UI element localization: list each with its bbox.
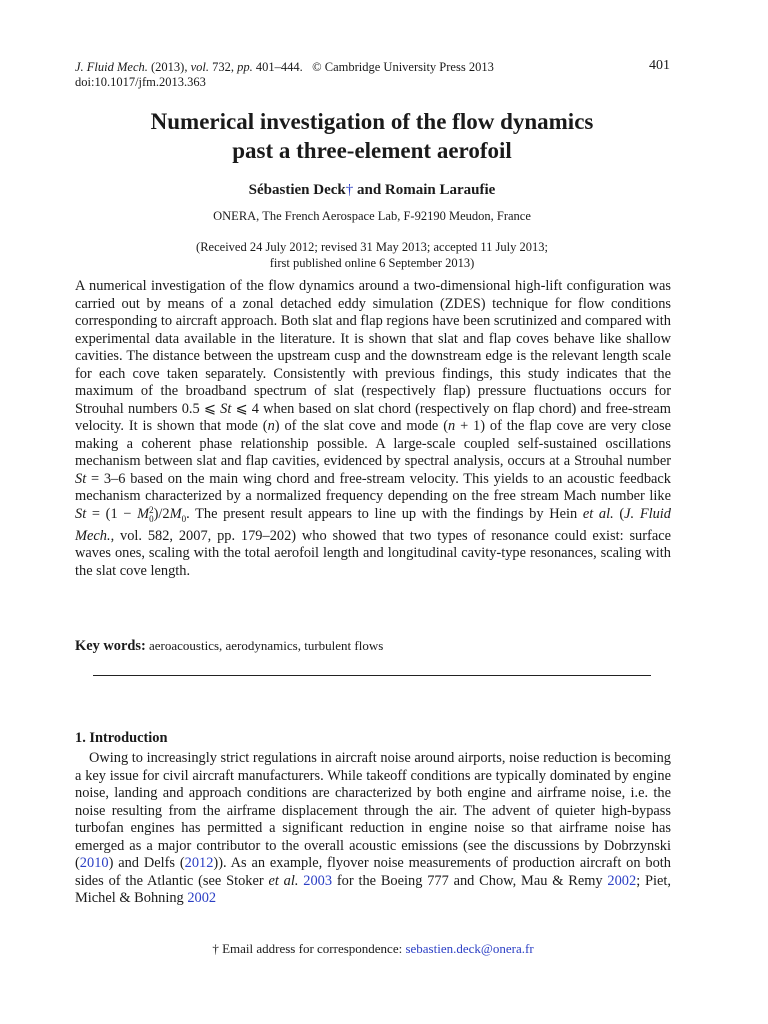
section-heading-introduction: 1. Introduction	[75, 730, 168, 746]
email-link[interactable]: sebastien.deck@onera.fr	[405, 941, 534, 956]
authors: Sébastien Deck† and Romain Laraufie	[248, 182, 496, 198]
doi: doi:10.1017/jfm.2013.363	[75, 75, 206, 89]
correspondence-footnote: † Email address for correspondence: sebastien.deck@onera.fr	[212, 941, 534, 956]
copyright: © Cambridge University Press 2013	[312, 60, 494, 74]
abstract: A numerical investigation of the flow dynamics around a two-dimensional high-lift configuration was carried out by means of a zonal detached eddy simulation (ZDES) technique for flow conditions corresponding to aircraft approach. Both slat and flap regions have been scrutinized and compared with experimental data available in the literature. It is shown that slat and flap coves behave like shallow cavities. The distance between the upstream cusp and the downstream edge is the relevant length scale for each cove taken separately. Consistently with previous findings, this study indicates that the maximum of the broadband spectrum of slat (respectively flap) pressure fluctuations occurs for Strouhal numbers 0.5 ⩽ St ⩽ 4 when based on slat chord (respectively on flap chord) and free-stream velocity. It is shown that mode (n) of the slat cove and mode (n + 1) of the flap cove are very close making a coherent phase relationship possible. A large-scale coupled self-sustained oscillations mechanism between slat and flap cavities, evidenced by spectral analysis, occurs at a Strouhal number St = 3–6 based on the main wing chord and free-stream velocity. This yields to an acoustic feedback mechanism characterized by a normalized frequency depending on the free stream Mach number like St = (1 − M 2 0 )$/2M_0$. The present result appears to line up with the findings by Hein et al. (J. Fluid Mech., vol. 582, 2007, pp. 179–202) who showed that two types of resonance could exist: surface waves ones, scaling with the total aerofoil length and longitudinal cavity-type resonances, scaling with the slat cove length.	[75, 278, 672, 579]
page-number: 401	[649, 58, 670, 73]
section-divider	[93, 675, 651, 676]
keywords-label: Key words:	[75, 638, 146, 654]
journal-header	[75, 60, 675, 90]
citation-link[interactable]: 2010	[79, 855, 109, 871]
affiliation: ONERA, The French Aerospace Lab, F-92190 Meudon, France	[213, 209, 531, 223]
received-dates: (Received 24 July 2012; revised 31 May 2013; accepted 11 July 2013; first published online 6 September 2013)	[196, 240, 548, 270]
citation-link[interactable]: 2002	[187, 890, 217, 906]
paper-title: Numerical investigation of the flow dynamics past a three-element aerofoil	[150, 109, 594, 163]
keywords	[75, 638, 671, 655]
footnote-dagger-link[interactable]: †	[345, 182, 354, 198]
citation-link[interactable]: 2012	[184, 855, 214, 871]
citation-line: J. Fluid Mech. (2013), vol. 732, pp. 401–444. © Cambridge University Press 2013	[75, 60, 494, 74]
citation-link[interactable]: 2002	[607, 872, 637, 889]
citation-link[interactable]: 2003	[303, 872, 333, 889]
introduction-paragraph: Owing to increasingly strict regulations in aircraft noise around airports, noise reduction is becoming a key issue for civil aircraft manufacturers. While takeoff conditions are typically dominated by engine noise, landing and approach conditions are characterized by both engine and airframe noise, i.e. the noise resulting from the airframe displacement through the air. The advent of quieter high-bypass turbofan engines has permitted a significant reduction in engine noise so that airframe noise has emerged as a major contributor to the overall acoustic emissions (see the discussions by Dobrzynski (2010) and Delfs (2012)). As an example, flyover noise measurements of production aircraft on both sides of the Atlantic (see Stoker et al. 2003 for the Boeing 777 and Chow, Mau & Remy 2002; Piet, Michel & Bohning 2002	[75, 750, 671, 906]
keywords-list: aeroacoustics, aerodynamics, turbulent flows	[149, 638, 384, 653]
